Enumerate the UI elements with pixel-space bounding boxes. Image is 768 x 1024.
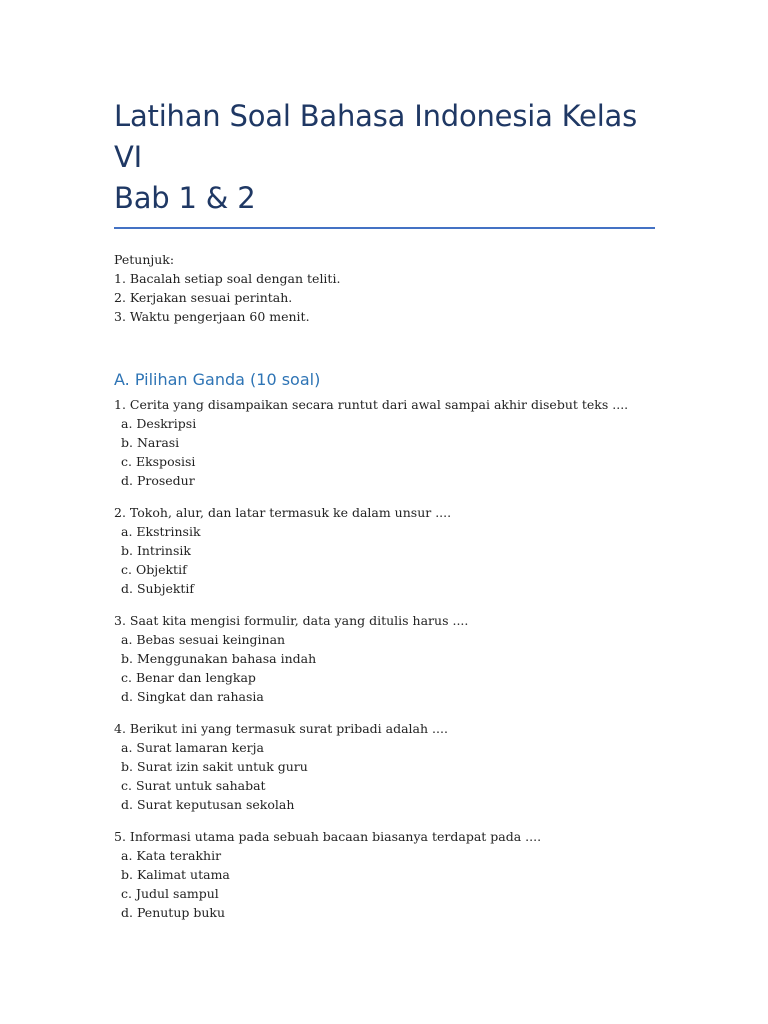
answer-option: d. Singkat dan rahasia [121, 689, 264, 704]
title-underline [114, 227, 655, 229]
question-4 [114, 719, 655, 814]
document-title-line-2: Bab 1 & 2 [114, 181, 256, 215]
answer-option: a. Bebas sesuai keinginan [121, 632, 286, 647]
answer-option: c. Eksposisi [121, 454, 196, 469]
question-text: 5. Informasi utama pada sebuah bacaan biasanya terdapat pada .... [114, 829, 542, 844]
question-text: 2. Tokoh, alur, dan latar termasuk ke dalam unsur .... [114, 505, 452, 520]
instruction-item: 3. Waktu pengerjaan 60 menit. [114, 309, 310, 324]
answer-option: d. Penutup buku [121, 905, 226, 920]
answer-option: b. Surat izin sakit untuk guru [121, 759, 308, 774]
answer-option: b. Menggunakan bahasa indah [121, 651, 317, 666]
answer-option: b. Narasi [121, 435, 180, 450]
answer-option: d. Prosedur [121, 473, 195, 488]
document-title-line-1: Latihan Soal Bahasa Indonesia Kelas VI [114, 99, 638, 174]
section-a-heading: A. Pilihan Ganda (10 soal) [114, 370, 321, 389]
question-text: 4. Berikut ini yang termasuk surat pribadi adalah .... [114, 721, 448, 736]
answer-option: d. Subjektif [121, 581, 195, 596]
answer-option: a. Kata terakhir [121, 848, 222, 863]
answer-option: a. Deskripsi [121, 416, 197, 431]
document-title [114, 96, 655, 219]
answer-option: b. Intrinsik [121, 543, 191, 558]
question-1 [114, 395, 655, 490]
answer-option: c. Judul sampul [121, 886, 219, 901]
question-3 [114, 611, 655, 706]
instruction-item: 1. Bacalah setiap soal dengan teliti. [114, 271, 341, 286]
instructions-block [114, 250, 655, 326]
answer-option: a. Surat lamaran kerja [121, 740, 264, 755]
instructions-heading: Petunjuk: [114, 252, 175, 267]
instruction-item: 2. Kerjakan sesuai perintah. [114, 290, 293, 305]
answer-option: d. Surat keputusan sekolah [121, 797, 295, 812]
answer-option: c. Objektif [121, 562, 187, 577]
question-text: 3. Saat kita mengisi formulir, data yang ditulis harus .... [114, 613, 469, 628]
answer-option: c. Benar dan lengkap [121, 670, 256, 685]
question-text: 1. Cerita yang disampaikan secara runtut dari awal sampai akhir disebut teks .... [114, 397, 629, 412]
answer-option: c. Surat untuk sahabat [121, 778, 266, 793]
question-5 [114, 827, 655, 922]
question-list [114, 395, 655, 922]
question-2 [114, 503, 655, 598]
document-page [114, 96, 655, 935]
answer-option: b. Kalimat utama [121, 867, 230, 882]
answer-option: a. Ekstrinsik [121, 524, 201, 539]
